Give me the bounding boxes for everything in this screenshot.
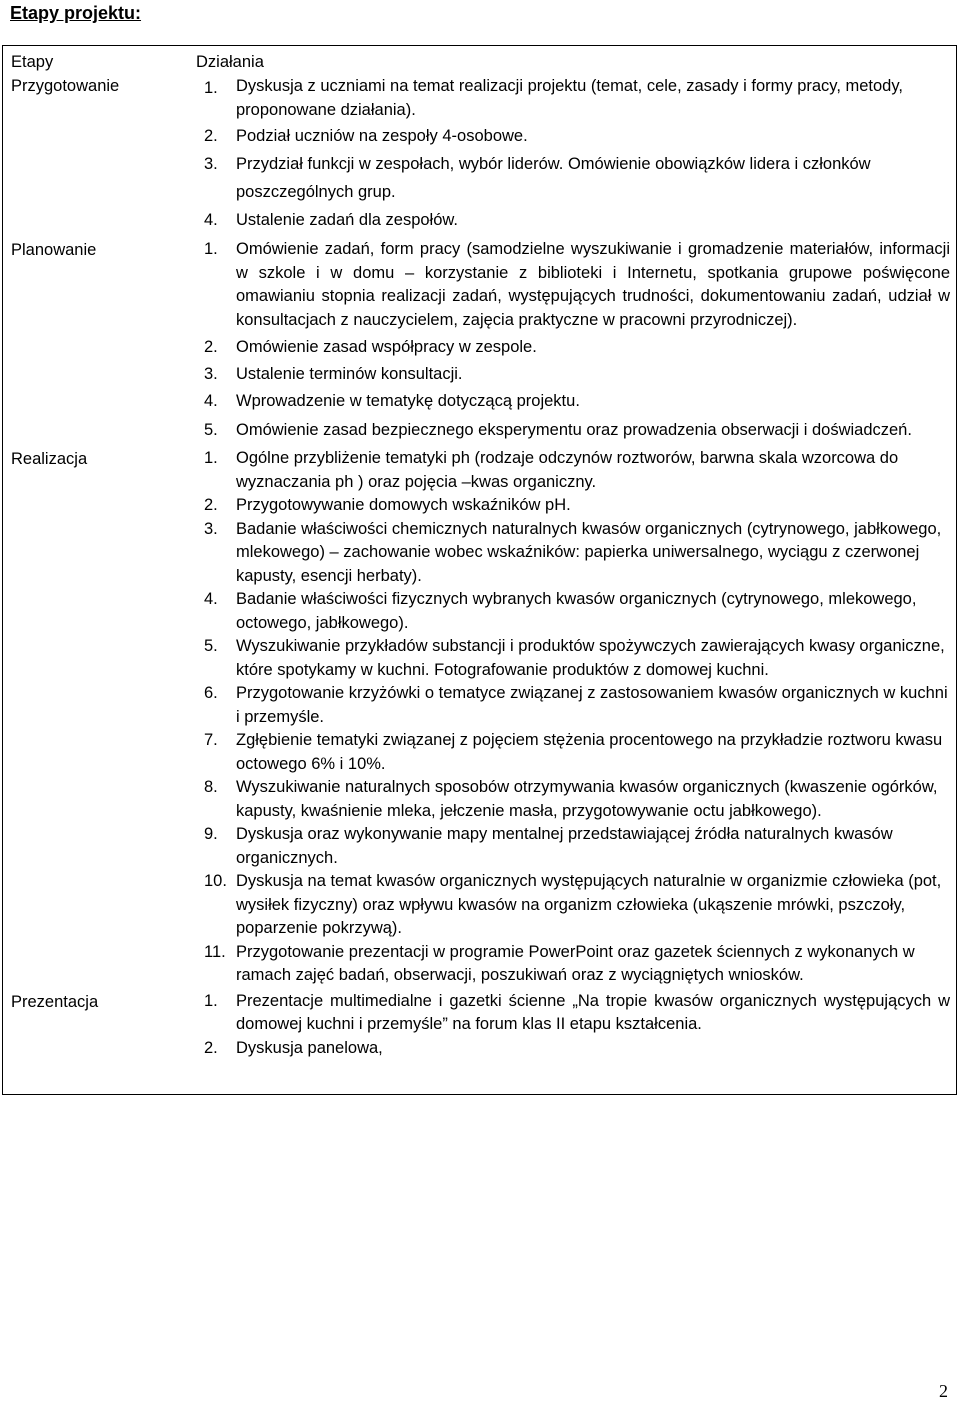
table-header-row bbox=[3, 46, 956, 74]
item-number: 2. bbox=[204, 496, 218, 515]
list-item bbox=[196, 941, 950, 988]
actions-list bbox=[196, 74, 950, 234]
item-text: Wyszukiwanie przykładów substancji i produktów spożywczych zawierających kwasy organiczne, które spotykamy w kuchni. Fotografowanie produktów z domowej kuchni. bbox=[236, 637, 945, 679]
item-number: 4. bbox=[204, 590, 218, 609]
item-text: Przygotowanie prezentacji w programie PowerPoint oraz gazetek ściennych z wykonanych w ramach zajęć badań, obserwacji, poszukiwań oraz z wyciągniętych wniosków. bbox=[236, 942, 915, 985]
item-text: Dyskusja na temat kwasów organicznych występujących naturalnie w organizmie człowieka (pot, wysiłek fizyczny) oraz wpływu kwasów na organizm człowieka (ukąszenie mrówki, pszczoły, poparzenie pokrzywą). bbox=[236, 872, 942, 938]
list-item bbox=[196, 1037, 950, 1061]
item-text: Omówienie zasad współpracy w zespole. bbox=[236, 338, 537, 357]
item-text: Ustalenie zadań dla zespołów. bbox=[236, 211, 458, 229]
table-row-przygotowanie bbox=[3, 74, 956, 234]
list-item bbox=[196, 729, 950, 776]
list-item bbox=[196, 635, 950, 682]
item-text: Dyskusja panelowa, bbox=[236, 1038, 383, 1057]
item-text: Podział uczniów na zespoły 4-osobowe. bbox=[236, 127, 528, 145]
item-number: 4. bbox=[204, 392, 218, 411]
actions-list bbox=[196, 990, 950, 1061]
item-number: 10. bbox=[204, 872, 227, 891]
list-item bbox=[196, 990, 950, 1037]
item-number: 1. bbox=[204, 79, 218, 97]
item-number: 6. bbox=[204, 684, 218, 703]
item-text: Dyskusja z uczniami na temat realizacji projektu (temat, cele, zasady i formy pracy, metody, proponowane działania). bbox=[236, 77, 903, 119]
item-number: 2. bbox=[204, 338, 218, 357]
project-stages-table bbox=[2, 45, 957, 1095]
list-item bbox=[196, 238, 950, 332]
item-number: 1. bbox=[204, 991, 218, 1010]
item-number: 5. bbox=[204, 421, 218, 440]
header-actions: Działania bbox=[196, 53, 264, 71]
list-item bbox=[196, 206, 950, 234]
item-text: Omówienie zadań, form pracy (samodzielne wyszukiwanie i gromadzenie materiałów, informacji w szkole i w domu – korzystanie z biblioteki i Internetu, spotkania grupowe poświęcone omawianiu stopnia realizacji zadań, występujących trudności, dokumentowaniu zadań, udział w konsultacjach z nauczycielem, zajęcia praktyczne w pracowni przyrodniczej). bbox=[236, 240, 950, 329]
item-text: Badanie właściwości fizycznych wybranych kwasów organicznych (cytrynowego, mlekowego, octowego, jabłkowego). bbox=[236, 590, 917, 632]
list-item bbox=[196, 870, 950, 941]
item-number: 3. bbox=[204, 365, 218, 384]
list-item bbox=[196, 122, 950, 150]
item-number: 3. bbox=[204, 519, 218, 538]
list-item bbox=[196, 776, 950, 823]
item-text: Zgłębienie tematyki związanej z pojęciem stężenia procentowego na przykładzie roztworu kwasu octowego 6% i 10%. bbox=[236, 731, 943, 773]
actions-list bbox=[196, 447, 950, 988]
page-number: 2 bbox=[939, 1381, 948, 1401]
stage-label: Planowanie bbox=[11, 241, 97, 259]
item-number: 2. bbox=[204, 127, 218, 145]
actions-list bbox=[196, 238, 950, 444]
item-number: 2. bbox=[204, 1038, 218, 1057]
item-text: Przygotowanie krzyżówki o tematyce związanej z zastosowaniem kwasów organicznych w kuchni i przemyśle. bbox=[236, 684, 948, 726]
list-item bbox=[196, 823, 950, 870]
item-number: 11. bbox=[204, 942, 226, 961]
item-number: 1. bbox=[204, 240, 218, 258]
table-row-planowanie bbox=[3, 234, 956, 444]
item-text: Przygotowywanie domowych wskaźników pH. bbox=[236, 496, 571, 515]
item-text: Wyszukiwanie naturalnych sposobów otrzymywania kwasów organicznych (kwaszenie ogórków, kapusty, kwaśnienie mleka, jełczenie masła, przygotowywanie octu jabłkowego). bbox=[236, 778, 938, 820]
item-number: 7. bbox=[204, 731, 218, 750]
list-item bbox=[196, 494, 950, 518]
list-item bbox=[196, 518, 950, 589]
list-item bbox=[196, 150, 950, 206]
item-number: 3. bbox=[204, 155, 218, 173]
list-item bbox=[196, 447, 950, 494]
table-row-realizacja bbox=[3, 444, 956, 988]
item-text: Ustalenie terminów konsultacji. bbox=[236, 365, 463, 384]
item-number: 5. bbox=[204, 637, 218, 656]
item-number: 4. bbox=[204, 211, 218, 229]
list-item bbox=[196, 682, 950, 729]
list-item bbox=[196, 336, 950, 359]
stage-label: Prezentacja bbox=[11, 992, 99, 1011]
page-heading: Etapy projektu: bbox=[10, 3, 142, 23]
item-text: Ogólne przybliżenie tematyki ph (rodzaje odczynów roztworów, barwna skala wzorcowa do wyznaczania ph ) oraz pojęcia –kwas organiczny. bbox=[236, 449, 899, 491]
table-row-prezentacja bbox=[3, 988, 956, 1095]
list-item bbox=[196, 417, 950, 444]
item-text: Prezentacje multimedialne i gazetki ścienne „Na tropie kwasów organicznych występujących w domowej kuchni i przemyśle” na forum klas II etapu kształcenia. bbox=[236, 991, 950, 1034]
item-text: Przydział funkcji w zespołach, wybór liderów. Omówienie obowiązków lidera i członków poszczególnych grup. bbox=[236, 155, 871, 201]
item-number: 1. bbox=[204, 449, 218, 468]
item-number: 9. bbox=[204, 825, 218, 844]
item-number: 8. bbox=[204, 778, 218, 797]
item-text: Omówienie zasad bezpiecznego eksperymentu oraz prowadzenia obserwacji i doświadczeń. bbox=[236, 421, 912, 440]
list-item bbox=[196, 588, 950, 635]
list-item bbox=[196, 363, 950, 386]
header-stages: Etapy bbox=[11, 53, 54, 71]
stage-label: Realizacja bbox=[11, 450, 88, 469]
item-text: Wprowadzenie w tematykę dotyczącą projektu. bbox=[236, 392, 580, 411]
list-item bbox=[196, 390, 950, 413]
list-item bbox=[196, 74, 950, 122]
item-text: Dyskusja oraz wykonywanie mapy mentalnej przedstawiającej źródła naturalnych kwasów organicznych. bbox=[236, 825, 893, 867]
stage-label: Przygotowanie bbox=[11, 77, 120, 95]
item-text: Badanie właściwości chemicznych naturalnych kwasów organicznych (cytrynowego, jabłkowego, mlekowego) – zachowanie wobec wskaźników: papierka uniwersalnego, wyciągu z czerwonej kapusty, esencji herbaty). bbox=[236, 519, 942, 585]
